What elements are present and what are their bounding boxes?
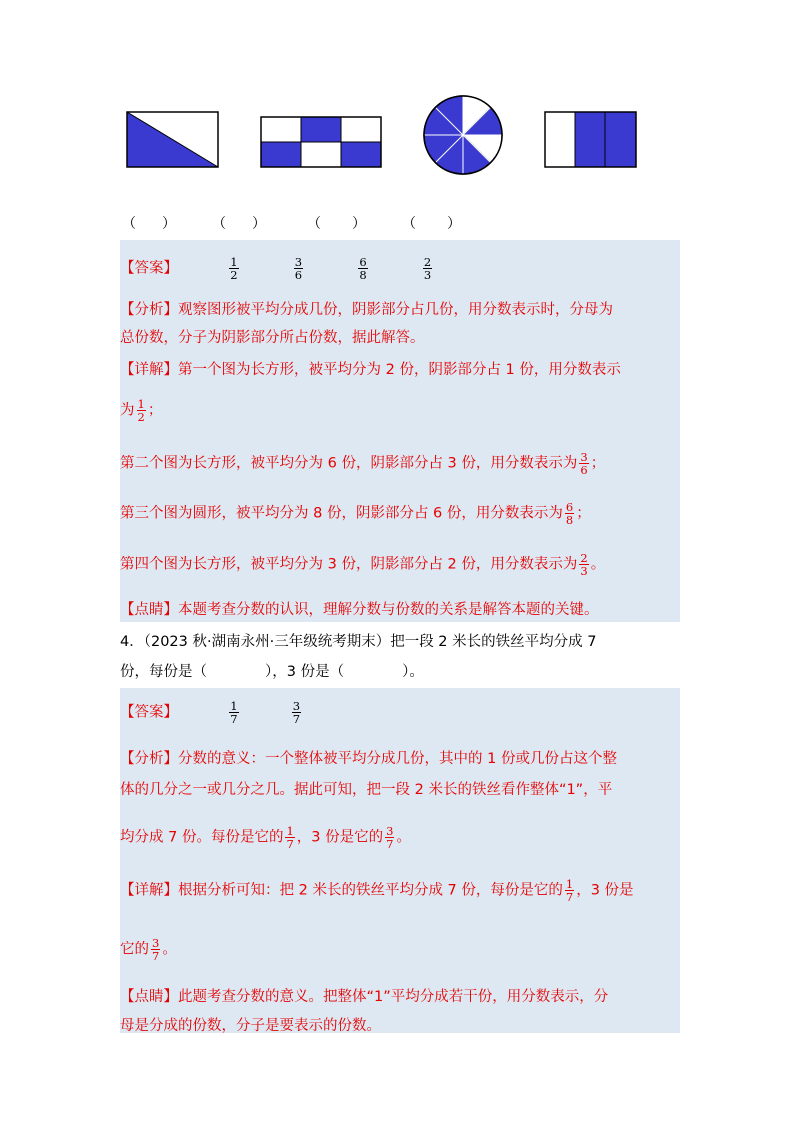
figure-rectangle-thirds [545, 112, 636, 167]
q4-point-line-1: 【点睛】此题考查分数的意义。把整体“1”平均分成若干份，用分数表示，分 [120, 989, 609, 1005]
figure-rectangle-half [127, 112, 218, 167]
q4-stem-line-2: 份，每份是（ ），3 份是（ ）。 [120, 664, 424, 680]
figure-circle-eighths [424, 96, 502, 174]
fraction-figures [0, 95, 800, 185]
q3-point-line: 【点睛】本题考查分数的认识，理解分数与份数的关系是解答本题的关键。 [120, 602, 599, 618]
q4-answer-1: $\frac{1}{7}$ [230, 699, 238, 726]
q3-detail-line-2: 第二个图为长方形，被平均分为 6 份，阴影部分占 3 份，用分数表示为 $\frac{3}{6}$ ； [120, 450, 606, 477]
q4-analysis-line-3: 均分成 7 份。每份是它的 $\frac{1}{7}$ ，3 份是它的 $\frac{3}{7}$ 。 [120, 824, 411, 851]
q4-solution-box [120, 688, 680, 1033]
q3-detail-line-1: 【详解】第一个图为长方形，被平均分为 2 份，阴影部分占 1 份，用分数表示 [120, 362, 621, 378]
q3-answer-4: $\frac{2}{3}$ [423, 255, 432, 282]
q4-point-line-2: 母是分成的份数，分子是要表示的份数。 [120, 1018, 381, 1034]
q4-detail-line-1: 【详解】根据分析可知：把 2 米长的铁丝平均分成 7 份，每份是它的 $\frac{1}{7}$ ，3 份是 [120, 877, 634, 904]
q3-detail-line-1b: 为 $\frac{1}{2}$ ； [120, 397, 163, 424]
q3-analysis-line-2: 总份数，分子为阴影部分所占份数，据此解答。 [120, 330, 425, 346]
figure-grid-sixths [261, 117, 381, 167]
q4-answer-2: $\frac{3}{7}$ [292, 699, 301, 726]
q4-analysis-line-2: 体的几分之一或几分之几。据此可知，把一段 2 米长的铁丝看作整体“1”，平 [120, 782, 613, 798]
q3-detail-line-4: 第四个图为长方形，被平均分为 3 份，阴影部分占 2 份，用分数表示为 $\frac{2}{3}$ 。 [120, 551, 606, 578]
q3-answer-3: $\frac{6}{8}$ [359, 255, 367, 282]
q4-detail-line-2: 它的 $\frac{3}{7}$ 。 [120, 936, 177, 963]
q3-answer-1: $\frac{1}{2}$ [230, 255, 238, 282]
q3-answer-2: $\frac{3}{6}$ [294, 255, 303, 282]
q4-answer-line: 【答案】 $\frac{1}{7}$ $\frac{3}{7}$ [120, 699, 301, 726]
answer-blanks: （ ） （ ） （ ） （ ） [122, 216, 461, 232]
q3-answer-line: 【答案】 $\frac{1}{2}$ $\frac{3}{6}$ $\frac{6}{8}$ $\frac{2}{3}$ [120, 255, 432, 282]
q3-detail-line-3: 第三个图为圆形，被平均分为 8 份，阴影部分占 6 份，用分数表示为 $\frac{6}{8}$ ； [120, 500, 591, 527]
q4-analysis-line-1: 【分析】分数的意义：一个整体被平均分成几份，其中的 1 份或几份占这个整 [120, 751, 617, 767]
q3-analysis-line-1: 【分析】观察图形被平均分成几份，阴影部分占几份，用分数表示时，分母为 [120, 302, 613, 318]
q4-stem-line-1: 4．（2023 秋·湖南永州·三年级统考期末）把一段 2 米长的铁丝平均分成 7 [120, 634, 597, 650]
